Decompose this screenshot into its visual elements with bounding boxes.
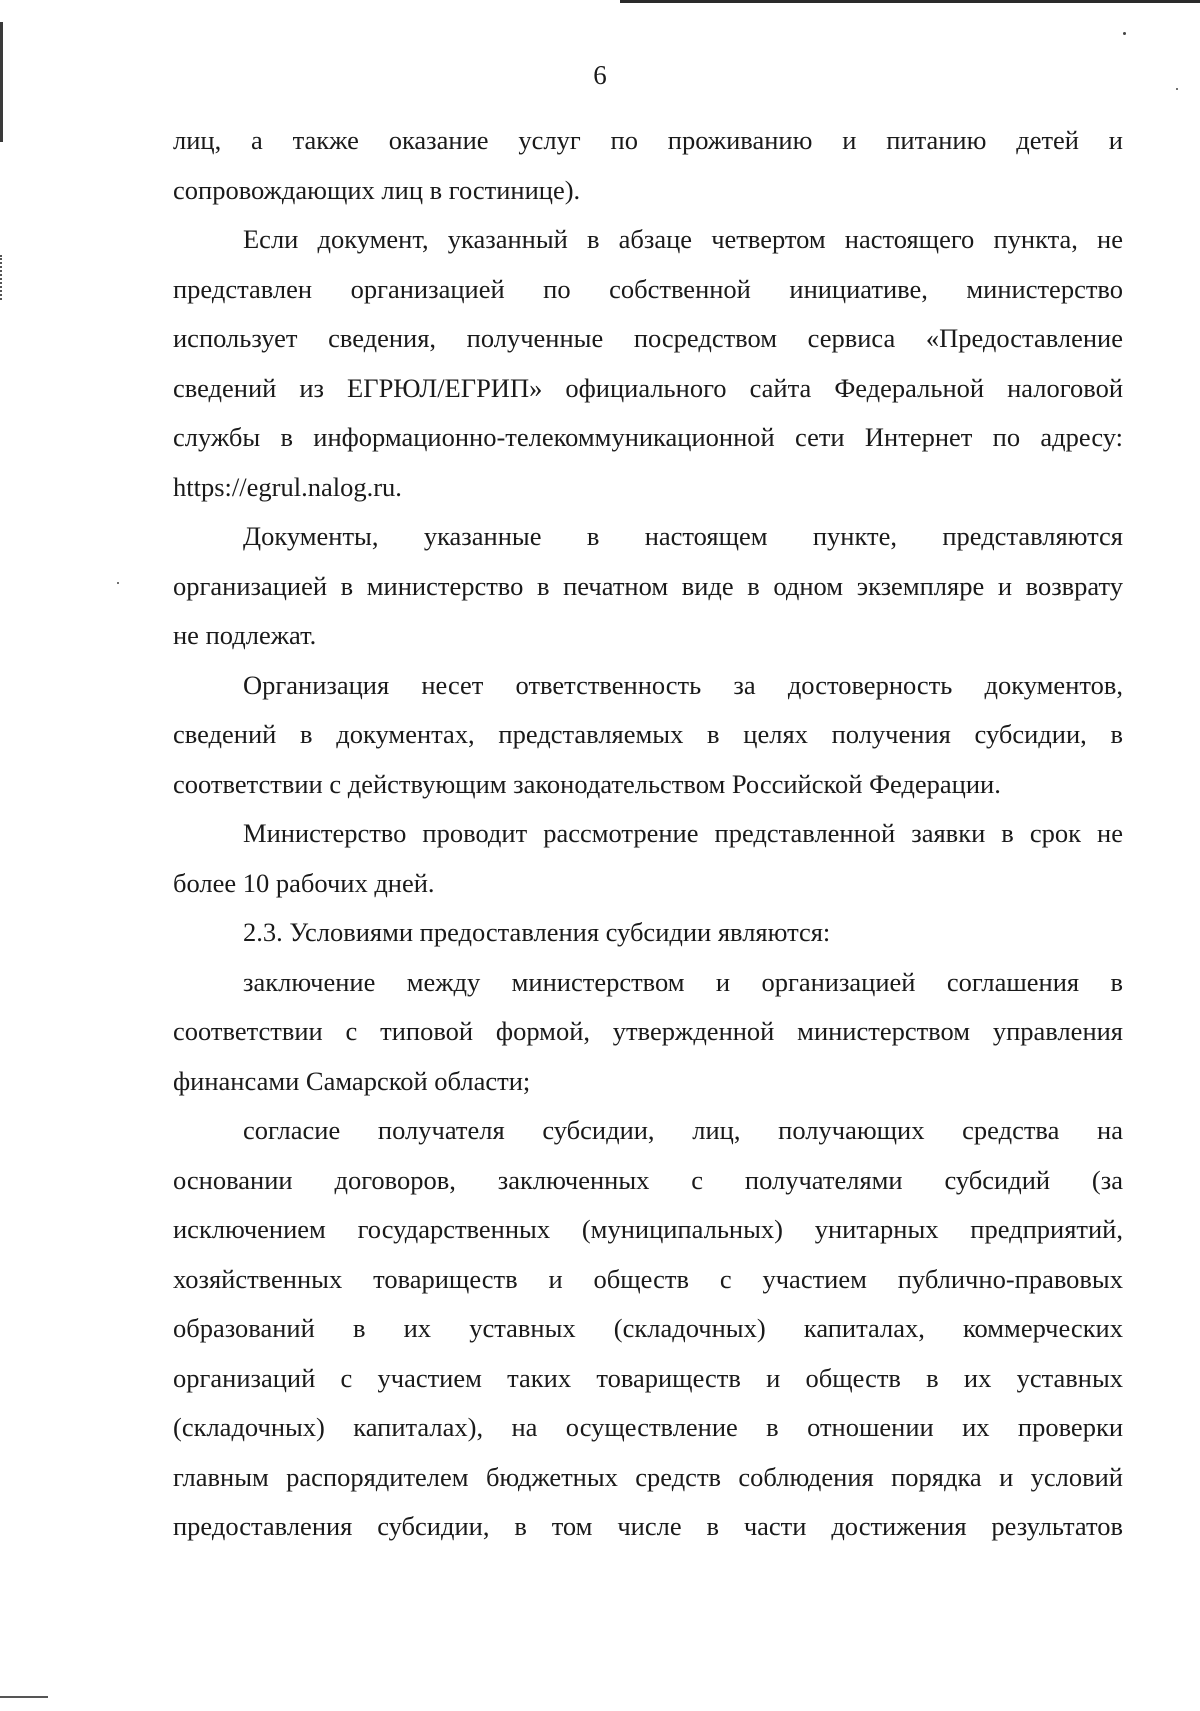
text-line: заключение между министерством и организацией соглашения в [243, 966, 1123, 997]
scan-edge-top [620, 0, 1200, 3]
page-number: 6 [593, 60, 607, 90]
text-line: https://egrul.nalog.ru. [173, 471, 402, 502]
text-line: финансами Самарской области; [173, 1065, 531, 1096]
text-line: основании договоров, заключенных с получателями субсидий (за [173, 1164, 1123, 1195]
scan-edge-dots [0, 255, 5, 300]
text-line: соответствии с действующим законодательством Российской Федерации. [173, 768, 1001, 799]
text-line: Организация несет ответственность за достоверность документов, [243, 669, 1123, 700]
text-line: использует сведения, полученные посредством сервиса «Предоставление [173, 323, 1123, 353]
text-line: Министерство проводит рассмотрение представленной заявки в срок не [243, 818, 1123, 848]
text-line: (складочных) капиталах), на осуществление в отношении их проверки [173, 1412, 1123, 1442]
text-line: организаций с участием таких товариществ и обществ в их уставных [173, 1362, 1123, 1393]
text-line: исключением государственных (муниципальных) унитарных предприятий, [173, 1214, 1123, 1244]
scan-edge-bottom [0, 1696, 48, 1698]
text-line: хозяйственных товариществ и обществ с участием публично-правовых [173, 1263, 1123, 1294]
text-line: сопровождающих лиц в гостинице). [173, 174, 581, 205]
text-line: представлен организацией по собственной инициативе, министерство [173, 273, 1123, 304]
scan-speck [1123, 32, 1126, 35]
text-line: сведений в документах, представляемых в целях получения субсидии, в [173, 719, 1123, 749]
text-line: предоставления субсидии, в том числе в части достижения результатов [173, 1511, 1123, 1541]
scan-speck [117, 582, 119, 584]
text-line: Если документ, указанный в абзаце четвертом настоящего пункта, не [243, 224, 1123, 254]
document-body [173, 116, 1123, 1552]
text-line: не подлежат. [173, 620, 317, 650]
text-line: сведений из ЕГРЮЛ/ЕГРИП» официального сайта Федеральной налоговой [173, 372, 1123, 403]
text-line: организацией в министерство в печатном виде в одном экземпляре и возврату [173, 570, 1123, 601]
text-line: Документы, указанные в настоящем пункте, представляются [243, 521, 1123, 551]
text-line: соответствии с типовой формой, утвержденной министерством управления [173, 1016, 1123, 1046]
text-line: главным распорядителем бюджетных средств соблюдения порядка и условий [173, 1461, 1123, 1492]
text-line: службы в информационно-телекоммуникационной сети Интернет по адресу: [173, 422, 1123, 452]
section-heading: 2.3. Условиями предоставления субсидии являются: [243, 917, 831, 947]
text-line: образований в их уставных (складочных) капиталах, коммерческих [173, 1313, 1123, 1343]
text-line: лиц, а также оказание услуг по проживанию и питанию детей и [173, 125, 1123, 155]
text-line: более 10 рабочих дней. [173, 867, 435, 898]
text-line: согласие получателя субсидии, лиц, получающих средства на [243, 1115, 1123, 1145]
